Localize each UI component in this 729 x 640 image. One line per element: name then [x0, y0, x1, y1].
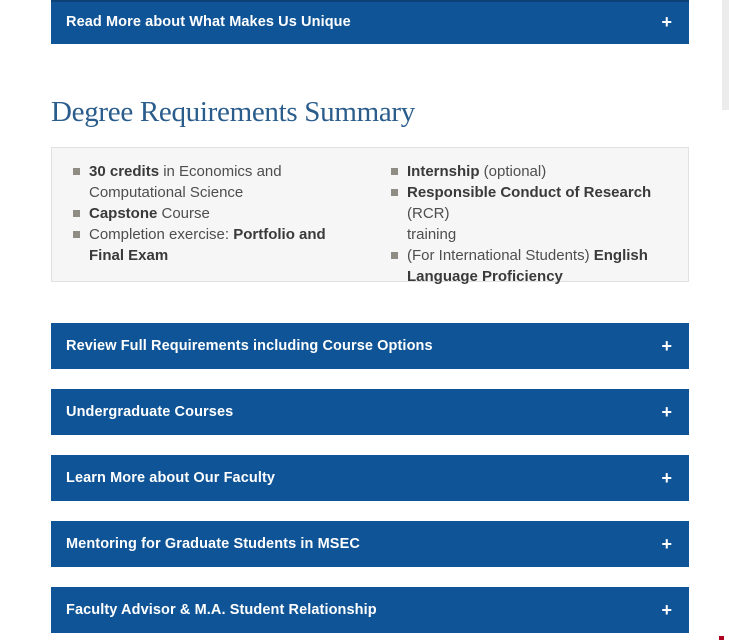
bullet-square-icon: [391, 189, 398, 196]
bullet-square-icon: [391, 168, 398, 175]
page-edge-fragment: [719, 636, 724, 640]
page-title: Degree Requirements Summary: [51, 96, 415, 128]
accordion-label: Undergraduate Courses: [66, 404, 234, 420]
plus-icon[interactable]: +: [661, 402, 672, 422]
degree-requirements-summary-box: [51, 147, 689, 285]
plus-icon[interactable]: +: [661, 336, 672, 356]
summary-column-right: [370, 161, 688, 285]
list-item: Completion exercise: Portfolio and Final Exam: [73, 224, 370, 266]
list-item: 30 credits in Economics and Computational Science: [73, 161, 370, 203]
scrollbar-thumb[interactable]: [722, 0, 729, 110]
list-item: (For International Students) English Language Proficiency: [391, 245, 688, 287]
list-item: Responsible Conduct of Research (RCR) training: [391, 182, 688, 245]
accordion-header-mentoring-msec[interactable]: [51, 521, 689, 567]
bullet-square-icon: [73, 231, 80, 238]
accordion-label: Review Full Requirements including Course Options: [66, 338, 433, 354]
plus-icon[interactable]: +: [661, 468, 672, 488]
plus-icon[interactable]: +: [661, 12, 672, 32]
accordion-label: Read More about What Makes Us Unique: [66, 14, 351, 30]
bullet-square-icon: [73, 210, 80, 217]
accordion-header-undergraduate-courses[interactable]: [51, 389, 689, 435]
accordion-header-read-more-unique[interactable]: [51, 0, 689, 44]
bullet-square-icon: [391, 252, 398, 259]
accordion-header-advisor-relationship[interactable]: [51, 587, 689, 633]
list-item: Internship (optional): [391, 161, 688, 182]
list-item: Capstone Course: [73, 203, 370, 224]
accordion-header-our-faculty[interactable]: [51, 455, 689, 501]
accordion-label: Mentoring for Graduate Students in MSEC: [66, 536, 360, 552]
accordion-label: Faculty Advisor & M.A. Student Relationship: [66, 602, 377, 618]
summary-column-left: [52, 161, 370, 281]
accordion-label: Learn More about Our Faculty: [66, 470, 276, 486]
plus-icon[interactable]: +: [661, 600, 672, 620]
bullet-square-icon: [73, 168, 80, 175]
accordion-header-review-full-requirements[interactable]: [51, 323, 689, 369]
plus-icon[interactable]: +: [661, 534, 672, 554]
